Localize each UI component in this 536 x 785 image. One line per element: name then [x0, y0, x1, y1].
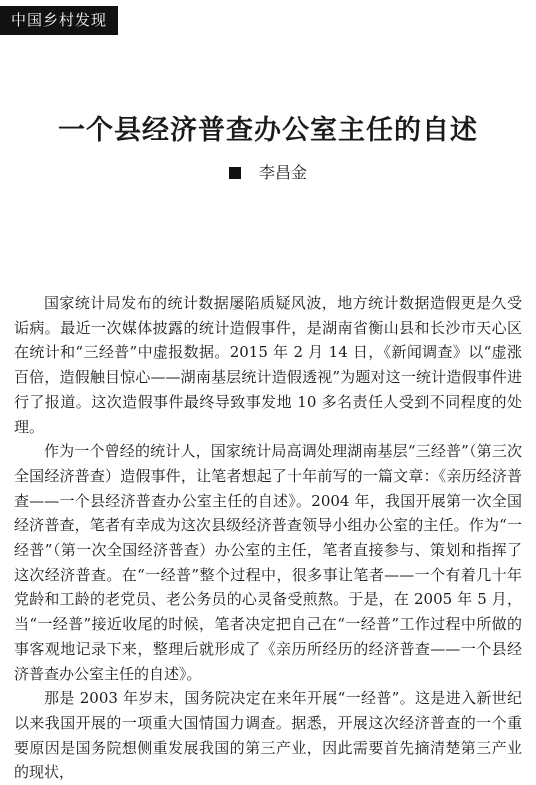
article-title: 一个县经济普查办公室主任的自述	[58, 115, 478, 146]
author-square-icon	[229, 167, 241, 179]
paragraph-3: 那是 2003 年岁末，国务院决定在来年开展“一经普”。这是进入新世纪以来我国开展的一项重大国情国力调查。据悉，开展这次经济普查的一个重要原因是国务院想侧重发展我国的第三产业，因此需要首先摘清楚第三产业的现状，	[14, 689, 522, 782]
section-tag: 中国乡村发现	[0, 6, 118, 35]
paragraph-1: 国家统计局发布的统计数据屡陷质疑风波，地方统计数据造假更是久受诟病。最近一次媒体披露的统计造假事件，是湖南省衡山县和长沙市天心区在统计和“三经普”中虚报数据。2015 年 2 月 14 日，《新闻调查》以“虚涨百倍，造假触目惊心——湖南基层统计造假透视”为题对这一统计造假事件进行了报道。这次造假事件最终导致事发地 10 多名责任人受到不同程度的处理。	[14, 294, 522, 436]
author-name: 李昌金	[258, 163, 307, 182]
author-line	[0, 160, 536, 183]
article-body	[14, 291, 522, 785]
paragraph-2: 作为一个曾经的统计人，国家统计局高调处理湖南基层“三经普”（第三次全国经济普查）造假事件，让笔者想起了十年前写的一篇文章：《亲历经济普查——一个县经济普查办公室主任的自述》。2004 年，我国开展第一次全国经济普查，笔者有幸成为这次县级经济普查领导小组办公室的主任。作为“一经普”（第一次全国经济普查）办公室的主任，笔者直接参与、策划和指挥了这次经济普查。在“一经普”整个过程中，很多事让笔者——一个有着几十年党龄和工龄的老党员、老公务员的心灵备受煎熬。于是，在 2005 年 5 月，当“一经普”接近收尾的时候，笔者决定把自己在“一经普”工作过程中所做的事客观地记录下来，整理后就形成了《亲历所经历的经济普查——一个县经济普查办公室主任的自述》。	[14, 442, 522, 683]
